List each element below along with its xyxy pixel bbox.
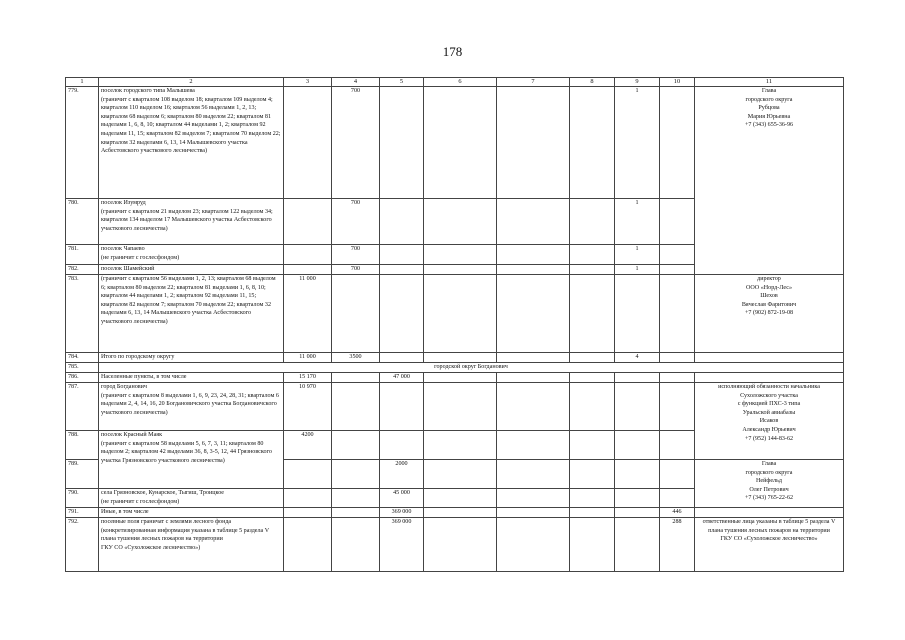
cell-col3	[284, 265, 332, 275]
cell-col4	[332, 275, 380, 353]
cell-col9	[615, 383, 660, 431]
cell-col7	[497, 489, 570, 508]
cell-col10	[660, 275, 695, 353]
cell-col4: 700	[332, 265, 380, 275]
row-number: 780.	[66, 199, 99, 245]
row-description: город Богданович (граничит с кварталом 8 выделами 1, 6, 9, 23, 24, 28, 31; кварталом 6 выделами 2, 4, 14, 16, 20 Богдановичского участка Богдановичского участкового лесничества)	[99, 383, 284, 431]
cell-col8	[570, 383, 615, 431]
cell-col7	[497, 383, 570, 431]
cell-col9	[615, 373, 660, 383]
row-number: 788.	[66, 431, 99, 460]
cell-col5: 369 000	[380, 508, 424, 518]
row-description: поселок городского типа Малышева (граничит с кварталом 108 выделом 18; кварталом 109 выделом 4; кварталом 110 выделом 16; кварталом 56 выделами 1, 2, 13; кварталом 68 выделом 6; кварталом 80 выделом 22; кварталом 81 выделами 1, 6, 8, 10; кварталом 44 выделами 1, 2; кварталом 92 выделами 11, 15; кварталом 82 выделом 7; кварталом 70 выделом 22; кварталом 32 выделами 6, 13, 14 Малышевского участка Асбестовского участкового лесничества)	[99, 87, 284, 199]
header-cell: 8	[570, 78, 615, 87]
header-cell: 5	[380, 78, 424, 87]
cell-col8	[570, 199, 615, 245]
cell-col6	[424, 383, 497, 431]
cell-col6	[424, 518, 497, 572]
cell-col10	[660, 199, 695, 245]
cell-col10	[660, 489, 695, 508]
cell-col4	[332, 508, 380, 518]
cell-col6	[424, 460, 497, 489]
cell-col10	[660, 383, 695, 431]
page-number: 178	[442, 44, 463, 59]
cell-col11	[695, 373, 844, 383]
header-cell: 11	[695, 78, 844, 87]
cell-col6	[424, 265, 497, 275]
cell-col4	[332, 373, 380, 383]
cell-col5	[380, 199, 424, 245]
cell-col10: 446	[660, 508, 695, 518]
cell-col10: 288	[660, 518, 695, 572]
table-row	[66, 508, 844, 518]
cell-col9	[615, 431, 660, 460]
cell-col7	[497, 275, 570, 353]
row-number: 784.	[66, 353, 99, 363]
cell-col5	[380, 245, 424, 265]
cell-col10	[660, 87, 695, 199]
row-number: 785.	[66, 363, 99, 373]
row-number: 779.	[66, 87, 99, 199]
cell-col10	[660, 353, 695, 363]
cell-col5: 47 000	[380, 373, 424, 383]
cell-col5	[380, 431, 424, 460]
table-row	[66, 275, 844, 353]
cell-col5: 369 000	[380, 518, 424, 572]
cell-col8	[570, 460, 615, 489]
header-cell: 7	[497, 78, 570, 87]
cell-col9	[615, 489, 660, 508]
data-table	[65, 77, 844, 572]
header-cell: 6	[424, 78, 497, 87]
cell-col9	[615, 508, 660, 518]
cell-col10	[660, 245, 695, 265]
cell-col5: 45 000	[380, 489, 424, 508]
row-description: (граничит с кварталом 56 выделами 1, 2, 13; кварталом 68 выделом 6; кварталом 80 выделом 22; кварталом 81 выделами 1, 6, 8, 10; кварталом 44 выделами 1, 2; кварталом 92 выделами 11, 15; кварталом 82 выделом 7; кварталом 70 выделом 22; кварталом 32 выделами 6, 13, 14 Малышевского участка Асбестовского участкового лесничества)	[99, 275, 284, 353]
cell-col10	[660, 460, 695, 489]
cell-col7	[497, 265, 570, 275]
header-row	[66, 78, 844, 87]
cell-col7	[497, 373, 570, 383]
cell-col9	[615, 460, 660, 489]
table-row	[66, 373, 844, 383]
cell-col9	[615, 518, 660, 572]
cell-col6	[424, 431, 497, 460]
cell-col8	[570, 373, 615, 383]
header-cell: 4	[332, 78, 380, 87]
cell-col5	[380, 353, 424, 363]
cell-col10	[660, 265, 695, 275]
cell-col4	[332, 518, 380, 572]
cell-col3	[284, 87, 332, 199]
cell-col3: 11 000	[284, 353, 332, 363]
cell-col8	[570, 518, 615, 572]
header-cell: 1	[66, 78, 99, 87]
responsible-contact: директор ООО «Норд-Лес» Шехов Вячеслав Фаритович +7 (902) 872-19-08	[695, 275, 844, 353]
cell-col6	[424, 87, 497, 199]
cell-col4	[332, 431, 380, 460]
cell-col5	[380, 265, 424, 275]
cell-col3	[284, 518, 332, 572]
cell-col9	[615, 275, 660, 353]
cell-col6	[424, 275, 497, 353]
cell-col4: 700	[332, 87, 380, 199]
row-number: 786.	[66, 373, 99, 383]
row-number: 787.	[66, 383, 99, 431]
row-number: 781.	[66, 245, 99, 265]
header-cell: 9	[615, 78, 660, 87]
cell-col7	[497, 508, 570, 518]
row-number: 782.	[66, 265, 99, 275]
responsible-contact: исполняющий обязанности начальника Сухоложского участка с функцией ПХС-3 типа Уральской авиабазы Исаков Александр Юрьевич +7 (952) 144-83-62	[695, 383, 844, 460]
cell-col9: 1	[615, 265, 660, 275]
table-row	[66, 383, 844, 431]
responsible-contact: ответственные лица указаны в таблице 5 раздела V плана тушения лесных пожаров на территории ГКУ СО «Сухоложское лесничество»	[695, 518, 844, 572]
cell-col9: 4	[615, 353, 660, 363]
table-row	[66, 363, 844, 373]
cell-col7	[497, 87, 570, 199]
cell-col3	[284, 460, 332, 489]
cell-col5	[380, 87, 424, 199]
cell-col6	[424, 373, 497, 383]
cell-col4: 700	[332, 245, 380, 265]
row-number: 789.	[66, 460, 99, 489]
cell-col8	[570, 245, 615, 265]
row-number: 791.	[66, 508, 99, 518]
header-cell: 2	[99, 78, 284, 87]
cell-col8	[570, 87, 615, 199]
row-description: поселок Шамейский	[99, 265, 284, 275]
cell-col4	[332, 460, 380, 489]
cell-col8	[570, 431, 615, 460]
cell-col6	[424, 489, 497, 508]
cell-col3: 15 170	[284, 373, 332, 383]
row-description: села Грязновское, Кунарское, Тыгиш, Троицкое (не граничит с гослесфондом)	[99, 489, 284, 508]
cell-col3	[284, 245, 332, 265]
cell-col3	[284, 508, 332, 518]
table-row	[66, 353, 844, 363]
cell-col3: 10 970	[284, 383, 332, 431]
row-description: поселок Чапаево (не граничит с гослесфондом)	[99, 245, 284, 265]
cell-col7	[497, 199, 570, 245]
cell-col8	[570, 265, 615, 275]
cell-col8	[570, 489, 615, 508]
row-description: Иные, в том числе	[99, 508, 284, 518]
cell-col8	[570, 275, 615, 353]
cell-col6	[424, 508, 497, 518]
cell-col9: 1	[615, 199, 660, 245]
row-number: 783.	[66, 275, 99, 353]
row-description: поселок Красный Маяк (граничит с кварталом 58 выделами 5, 6, 7, 3, 11; кварталом 80 выделом 2; кварталом 42 выделами 36, 8, 3-5, 12, 44 Грязновского участка Грязновского участкового лесничества)	[99, 431, 284, 489]
section-header: городской округ Богданович	[99, 363, 844, 373]
cell-col5: 2000	[380, 460, 424, 489]
cell-col3: 11 000	[284, 275, 332, 353]
cell-col11	[695, 353, 844, 363]
cell-col4: 700	[332, 199, 380, 245]
cell-col5	[380, 275, 424, 353]
cell-col7	[497, 431, 570, 460]
cell-col8	[570, 508, 615, 518]
row-description: Населенные пункты, в том числе	[99, 373, 284, 383]
row-description: поселок Изумруд (граничит с кварталом 21 выделом 23; кварталом 122 выделом 34; кварталом 134 выделом 17 Малышевского участка Асбестовского участкового лесничества)	[99, 199, 284, 245]
cell-col4: 3500	[332, 353, 380, 363]
cell-col7	[497, 518, 570, 572]
table-row	[66, 87, 844, 199]
row-number: 792.	[66, 518, 99, 572]
cell-col9: 1	[615, 245, 660, 265]
cell-col3	[284, 489, 332, 508]
responsible-contact: Глава городского округа Нейфельд Олег Петрович +7 (343) 765-22-62	[695, 460, 844, 508]
row-number: 790.	[66, 489, 99, 508]
cell-col10	[660, 373, 695, 383]
cell-col3	[284, 199, 332, 245]
cell-col6	[424, 199, 497, 245]
header-cell: 10	[660, 78, 695, 87]
cell-col3: 4200	[284, 431, 332, 460]
cell-col4	[332, 489, 380, 508]
cell-col10	[660, 431, 695, 460]
table-row	[66, 518, 844, 572]
header-cell: 3	[284, 78, 332, 87]
cell-col7	[497, 353, 570, 363]
cell-col9: 1	[615, 87, 660, 199]
responsible-contact: Глава городского округа Рубцова Мария Юрьевна +7 (343) 655-36-96	[695, 87, 844, 275]
cell-col4	[332, 383, 380, 431]
cell-col11	[695, 508, 844, 518]
row-description: посевные поля граничат с землями лесного фонда (конкретизированная информация указана в таблице 5 раздела V плана тушения лесных пожаров на территории ГКУ СО «Сухоложское лесничество»)	[99, 518, 284, 572]
cell-col6	[424, 245, 497, 265]
cell-col7	[497, 245, 570, 265]
cell-col8	[570, 353, 615, 363]
cell-col6	[424, 353, 497, 363]
cell-col5	[380, 383, 424, 431]
cell-col7	[497, 460, 570, 489]
row-description: Итого по городскому округу	[99, 353, 284, 363]
